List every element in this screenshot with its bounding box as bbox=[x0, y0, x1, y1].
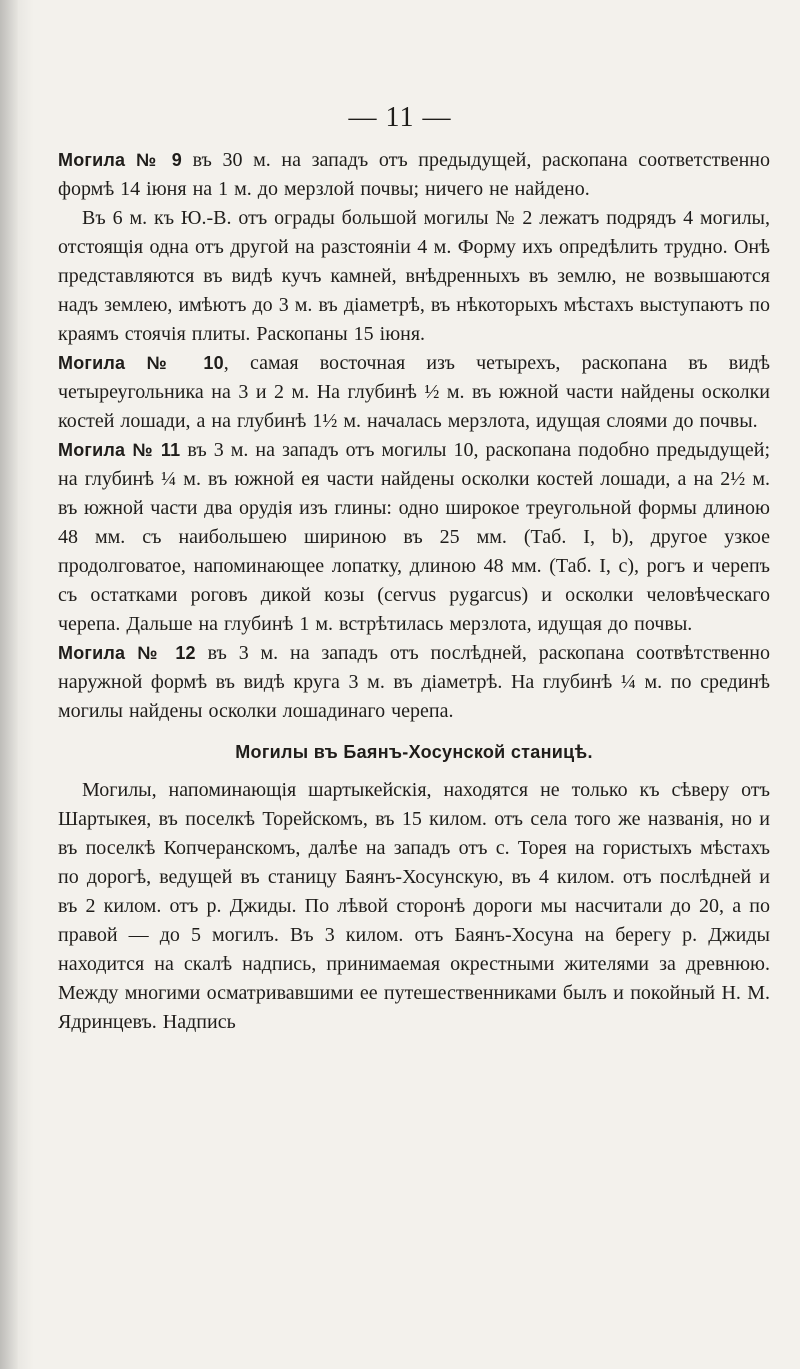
paragraph-bayan-khosun bbox=[58, 776, 770, 1037]
grave-11-title: Могила № 11 bbox=[58, 440, 181, 460]
grave-10-text: , самая восточная изъ четырехъ, раскопана въ видѣ четыреугольника на 3 и 2 м. На глубинѣ ½ м. въ южной части найдены осколки костей лошади, а на глубинѣ 1½ м. началась мерзлота, идущая слоями до почвы. bbox=[58, 352, 770, 432]
page-edge-shadow bbox=[0, 0, 18, 1369]
paragraph-grave-9 bbox=[58, 146, 770, 204]
paragraph-four-graves bbox=[58, 204, 770, 349]
grave-9-text: въ 30 м. на западъ отъ предыдущей, раскопана соответственно формѣ 14 іюня на 1 м. до мерзлой почвы; ничего не найдено. bbox=[58, 149, 770, 200]
bayan-khosun-text: Могилы, напоминающія шартыкейскія, находятся не только къ сѣверу отъ Шартыкея, въ поселкѣ Торейскомъ, въ 15 килом. отъ села того же названія, но и въ поселкѣ Копчеранскомъ, далѣе на западъ отъ с. Торея на гористыхъ мѣстахъ по дорогѣ, ведущей въ станицу Баянъ-Хосунскую, въ 4 килом. отъ послѣдней и въ 2 килом. отъ р. Джиды. По лѣвой сторонѣ дороги мы насчитали до 20, а по правой — до 5 могилъ. Въ 3 килом. отъ Баянъ-Хосуна на берегу р. Джиды находится на скалѣ надпись, принимаемая окрестными жителями за древнюю. Между многими осматривавшими ее путешественниками былъ и покойный Н. М. Ядринцевъ. Надпись bbox=[58, 779, 770, 1033]
paragraph-grave-11 bbox=[58, 436, 770, 639]
grave-9-title: Могила № 9 bbox=[58, 150, 182, 170]
page-number: — 11 — bbox=[348, 102, 452, 133]
grave-12-title: Могила № 12 bbox=[58, 643, 196, 663]
grave-11-text: въ 3 м. на западъ отъ могилы 10, раскопана подобно предыдущей; на глубинѣ ¼ м. въ южной ея части найдены осколки костей лошади, а на 2½ м. въ южной части два орудія изъ глины: одно широкое треугольной формы длиною 48 мм. съ наибольшею шириною въ 25 мм. (Таб. I, b), другое узкое продолговатое, напоминающее лопатку, длиною 48 мм. (Таб. I, c), рогъ и черепъ съ остатками роговъ дикой козы (cervus pygarcus) и осколки человѣческаго черепа. Дальше на глубинѣ 1 м. встрѣтилась мерзлота, идущая до почвы. bbox=[58, 439, 771, 635]
four-graves-text: Въ 6 м. къ Ю.-В. отъ ограды большой могилы № 2 лежатъ подрядъ 4 могилы, отстоящія одна отъ другой на разстояніи 4 м. Форму ихъ опредѣлить трудно. Онѣ представляются въ видѣ кучъ камней, внѣдренныхъ въ землю, не возвышаются надъ землею, имѣютъ до 3 м. въ діаметрѣ, въ нѣкоторыхъ мѣстахъ выступаютъ по краямъ стоячія плиты. Раскопаны 15 іюня. bbox=[58, 207, 770, 345]
paragraph-grave-12 bbox=[58, 639, 770, 726]
page-content bbox=[58, 146, 770, 1037]
grave-10-title: Могила № 10 bbox=[58, 353, 224, 373]
paragraph-grave-10 bbox=[58, 349, 770, 436]
grave-12-text: въ 3 м. на западъ отъ послѣдней, раскопана соотвѣтственно наружной формѣ въ видѣ круга 3 м. въ діаметрѣ. На глубинѣ ¼ м. по срединѣ могилы найдены осколки лошадинаго черепа. bbox=[58, 642, 770, 722]
section-title: Могилы въ Баянъ-Хосунской станицѣ. bbox=[235, 742, 593, 762]
